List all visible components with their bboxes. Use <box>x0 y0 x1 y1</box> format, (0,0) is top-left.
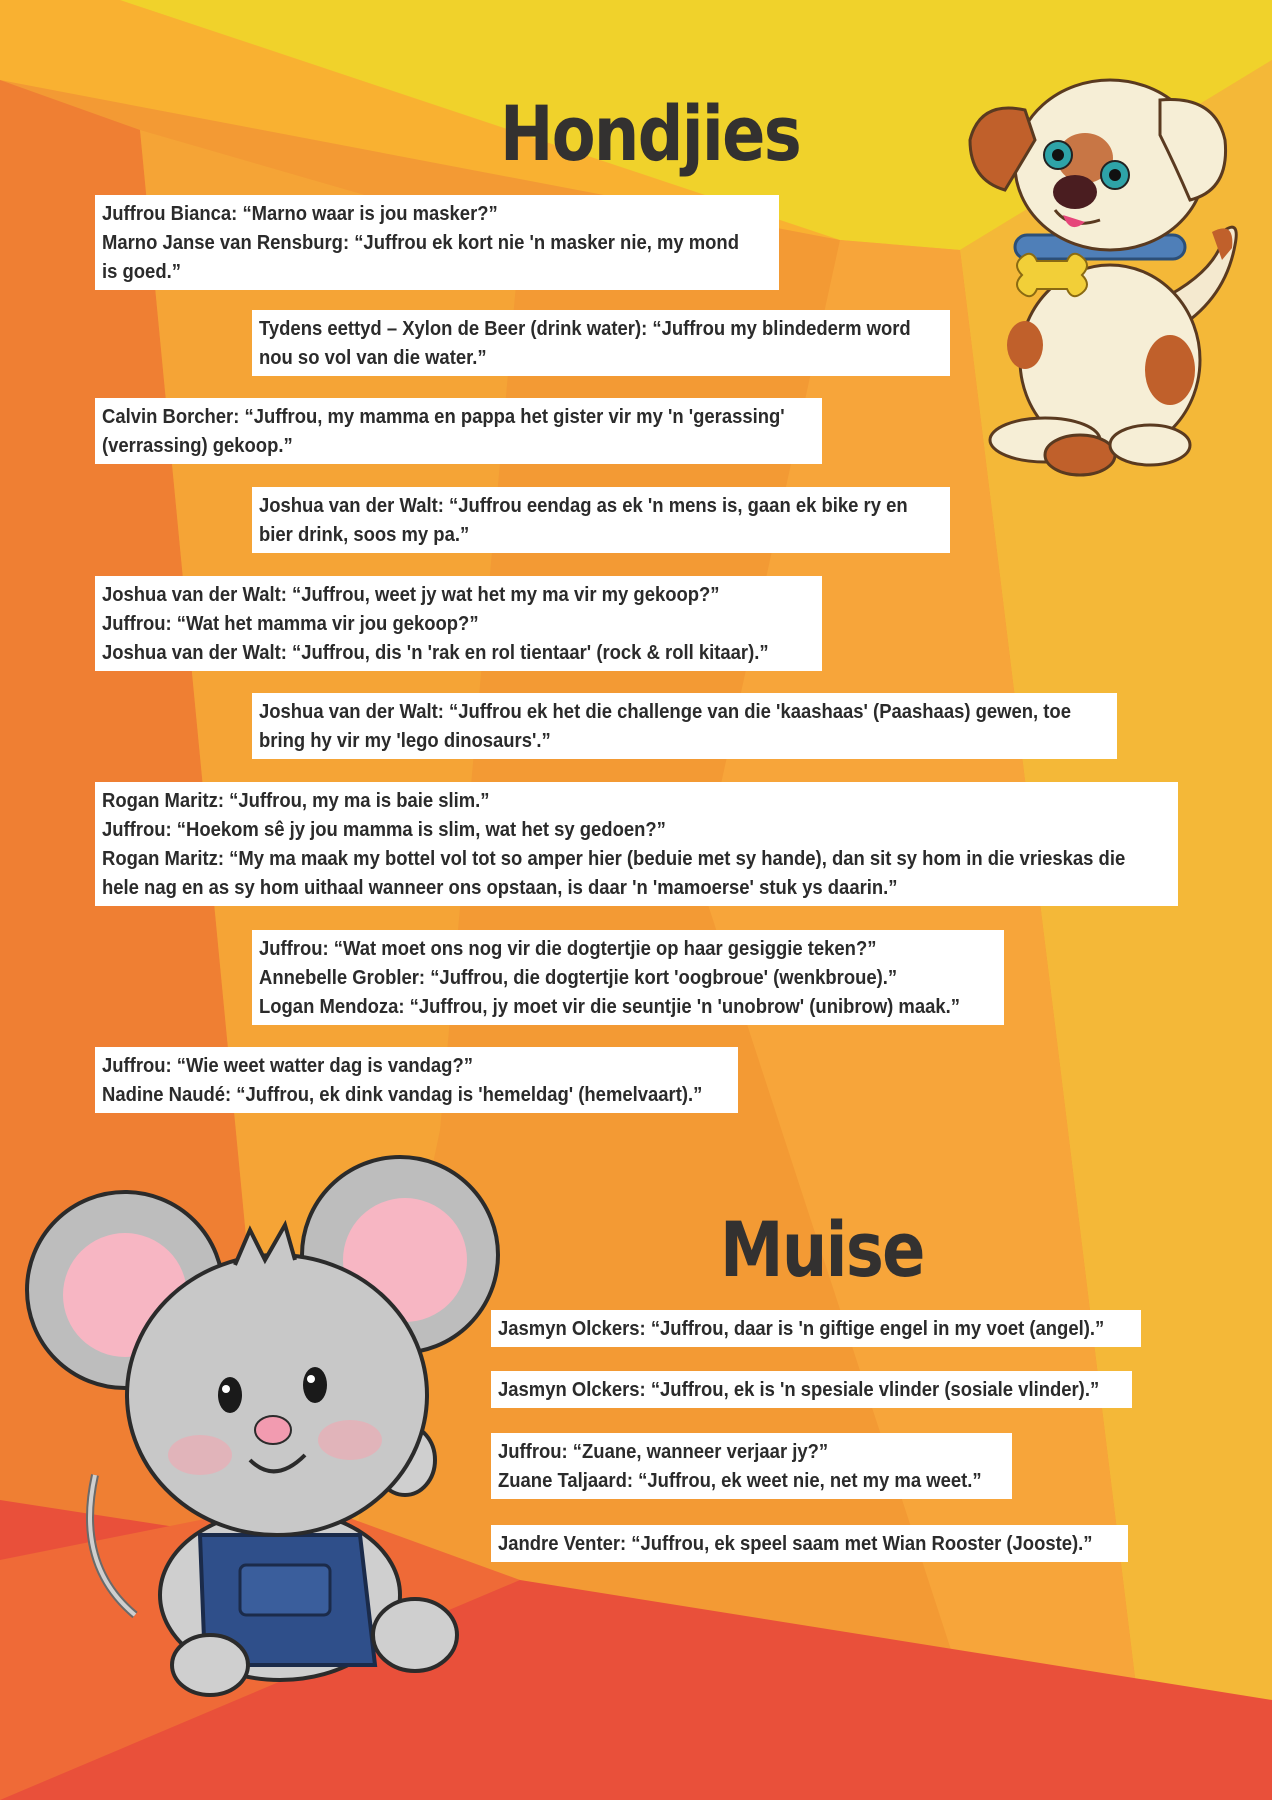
quote-line: Juffrou: “Wat moet ons nog vir die dogtertjie op haar gesiggie teken?” <box>259 937 877 960</box>
quote-line: bier drink, soos my pa.” <box>259 523 470 546</box>
cartoon-mouse-icon <box>15 1145 515 1705</box>
quote-box <box>491 1310 1141 1347</box>
quote-line: nou so vol van die water.” <box>259 346 487 369</box>
quote-box <box>95 398 822 464</box>
quote-line: Joshua van der Walt: “Juffrou ek het die challenge van die 'kaashaas' (Paashaas) gewen, toe <box>259 700 1071 723</box>
quote-line: Annebelle Grobler: “Juffrou, die dogtertjie kort 'oogbroue' (wenkbroue).” <box>259 966 898 989</box>
dogs-heading: Hondjies <box>500 89 801 178</box>
quote-line: hele nag en as sy hom uithaal wanneer ons opstaan, is daar 'n 'mamoerse' stuk ys daarin.” <box>102 876 898 899</box>
quote-line: bring hy vir my 'lego dinosaurs'.” <box>259 729 551 752</box>
quote-line: Juffrou: “Zuane, wanneer verjaar jy?” <box>498 1440 829 1463</box>
quote-line: Jasmyn Olckers: “Juffrou, daar is 'n giftige engel in my voet (angel).” <box>498 1317 1105 1340</box>
quote-line: Jasmyn Olckers: “Juffrou, ek is 'n spesiale vlinder (sosiale vlinder).” <box>498 1378 1100 1401</box>
cartoon-puppy-icon <box>960 70 1250 480</box>
quote-box <box>252 930 1004 1025</box>
quote-line: Marno Janse van Rensburg: “Juffrou ek kort nie 'n masker nie, my mond <box>102 231 739 254</box>
quote-line: Jandre Venter: “Juffrou, ek speel saam met Wian Rooster (Jooste).” <box>498 1532 1093 1555</box>
quote-line: (verrassing) gekoop.” <box>102 434 293 457</box>
quote-line: Zuane Taljaard: “Juffrou, ek weet nie, net my ma weet.” <box>498 1469 982 1492</box>
quote-line: Nadine Naudé: “Juffrou, ek dink vandag is 'hemeldag' (hemelvaart).” <box>102 1083 703 1106</box>
quote-box <box>491 1525 1128 1562</box>
quote-box <box>252 693 1117 759</box>
quote-line: Logan Mendoza: “Juffrou, jy moet vir die seuntjie 'n 'unobrow' (unibrow) maak.” <box>259 995 960 1018</box>
quote-box <box>491 1371 1132 1408</box>
quote-line: Rogan Maritz: “Juffrou, my ma is baie slim.” <box>102 789 490 812</box>
quote-line: Joshua van der Walt: “Juffrou, weet jy wat het my ma vir my gekoop?” <box>102 583 720 606</box>
quote-line: Rogan Maritz: “My ma maak my bottel vol tot so amper hier (beduie met sy hande), dan sit sy hom in die vrieskas die <box>102 847 1126 870</box>
quote-line: Juffrou Bianca: “Marno waar is jou masker?” <box>102 202 498 225</box>
mice-heading: Muise <box>720 1205 924 1294</box>
quote-line: Joshua van der Walt: “Juffrou eendag as ek 'n mens is, gaan ek bike ry en <box>259 494 908 517</box>
quote-box <box>95 782 1178 906</box>
quote-line: Juffrou: “Hoekom sê jy jou mamma is slim, wat het sy gedoen?” <box>102 818 666 841</box>
quote-box <box>95 576 822 671</box>
quote-line: Juffrou: “Wat het mamma vir jou gekoop?” <box>102 612 479 635</box>
quote-box <box>95 195 779 290</box>
quote-box <box>252 487 950 553</box>
quote-box <box>252 310 950 376</box>
quote-box <box>491 1433 1012 1499</box>
quote-line: Calvin Borcher: “Juffrou, my mamma en pappa het gister vir my 'n 'gerassing' <box>102 405 785 428</box>
quote-box <box>95 1047 738 1113</box>
quote-line: Tydens eettyd – Xylon de Beer (drink water): “Juffrou my blindederm word <box>259 317 911 340</box>
quote-line: Juffrou: “Wie weet watter dag is vandag?” <box>102 1054 473 1077</box>
quote-line: is goed.” <box>102 260 181 283</box>
quote-line: Joshua van der Walt: “Juffrou, dis 'n 'rak en rol tientaar' (rock & roll kitaar).” <box>102 641 769 664</box>
